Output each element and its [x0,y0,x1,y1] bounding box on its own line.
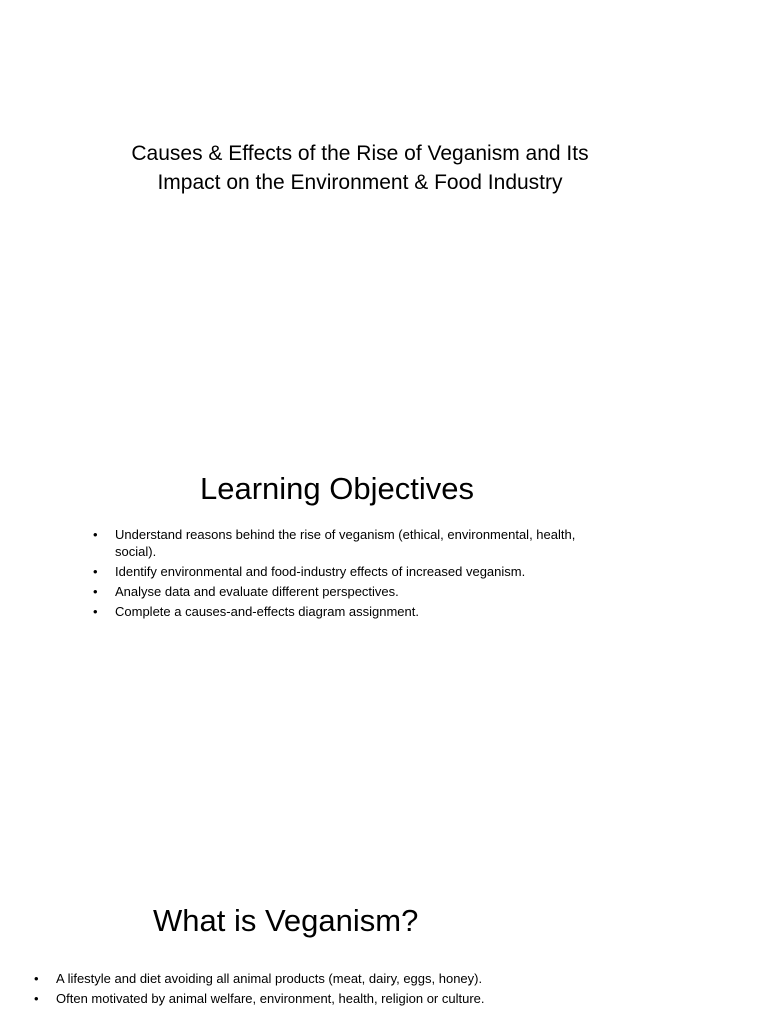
list-item: • Analyse data and evaluate different perspectives. [93,583,593,600]
list-item: • Identify environmental and food-industry effects of increased veganism. [93,563,593,580]
veganism-definition-list [34,970,734,1010]
list-item: • Often motivated by animal welfare, environment, health, religion or culture. [34,990,734,1007]
what-is-veganism-heading: What is Veganism? [153,903,419,938]
presentation-title: Causes & Effects of the Rise of Veganism and Its Impact on the Environment & Food Industry [131,142,589,194]
list-item: • A lifestyle and diet avoiding all animal products (meat, dairy, eggs, honey). [34,970,734,987]
learning-objectives-list [93,526,593,623]
learning-objectives-heading: Learning Objectives [200,471,474,506]
list-item: • Complete a causes-and-effects diagram assignment. [93,603,593,620]
list-item: • Understand reasons behind the rise of veganism (ethical, environmental, health, social). [93,526,593,560]
